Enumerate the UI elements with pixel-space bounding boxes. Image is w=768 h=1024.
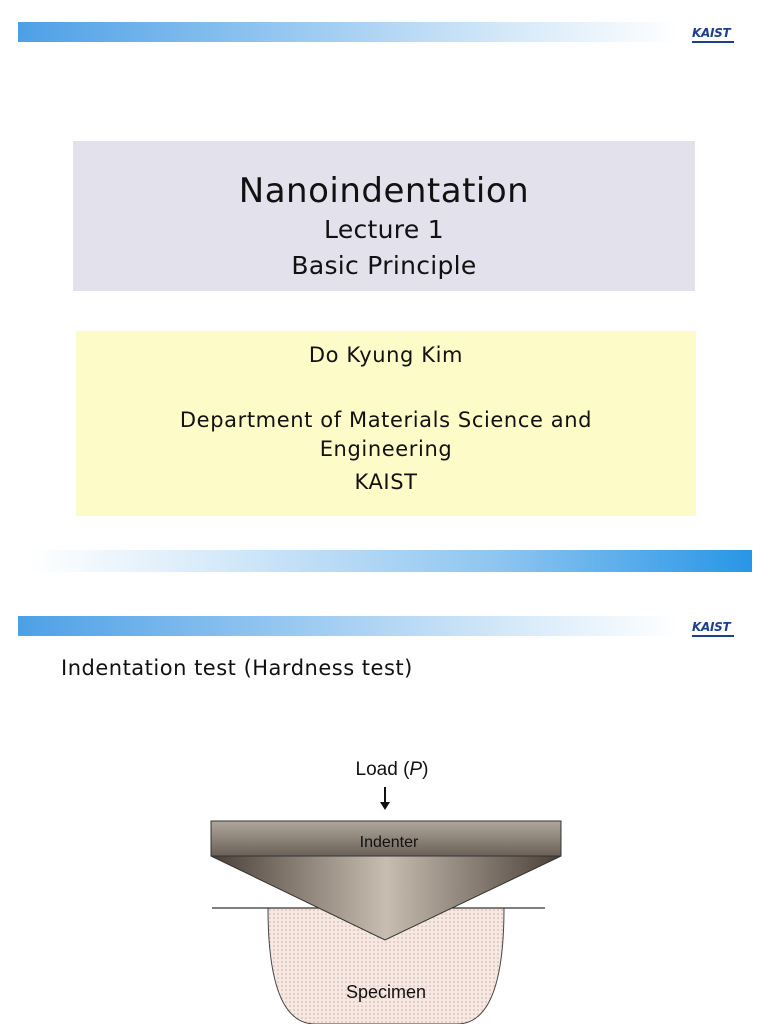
- department-line-1: Department of Materials Science and: [179, 408, 593, 432]
- department-line-2: Engineering: [319, 437, 453, 461]
- indentation-slide: [0, 588, 768, 1024]
- indentation-diagram: [0, 588, 768, 1024]
- slide-heading: Indentation test (Hardness test): [61, 656, 413, 680]
- specimen-label: Specimen: [345, 982, 427, 1002]
- lecture-number: Lecture 1: [324, 215, 444, 244]
- header-gradient-bar: [18, 22, 678, 42]
- kaist-logo: KAIST: [692, 26, 731, 40]
- indenter-label: Indenter: [359, 834, 419, 851]
- institution: KAIST: [354, 470, 418, 494]
- kaist-logo: KAIST: [692, 620, 731, 634]
- author-box: [76, 331, 696, 516]
- footer-gradient-bar: [28, 550, 752, 572]
- logo-underline: [692, 41, 734, 43]
- load-label: Load (P): [355, 759, 429, 780]
- load-arrow-head: [380, 802, 390, 810]
- title-box: [73, 141, 695, 291]
- slide-title: Nanoindentation: [238, 171, 530, 211]
- author-name: Do Kyung Kim: [308, 343, 464, 367]
- lecture-subtitle: Basic Principle: [291, 251, 477, 280]
- indenter-tip: [211, 856, 561, 940]
